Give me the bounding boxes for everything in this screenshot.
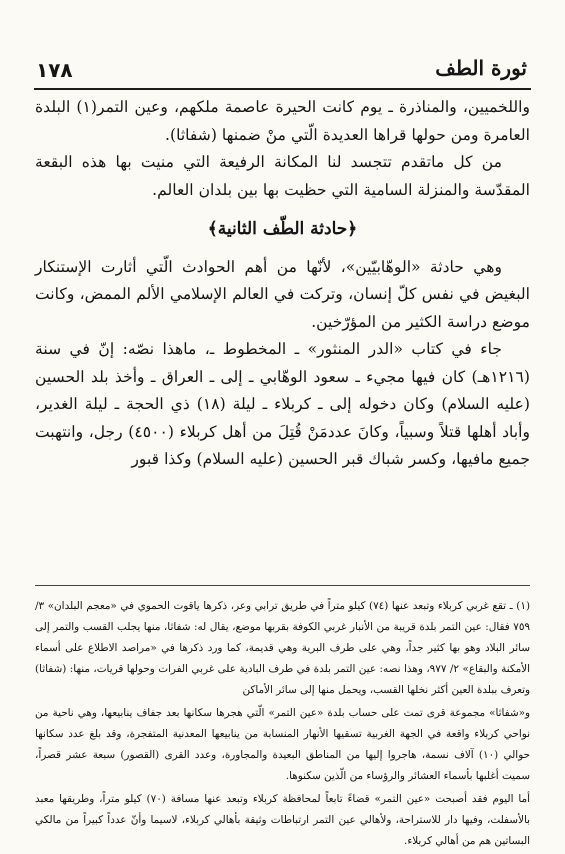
paragraph-3: وهي حادثة «الوهّابيّين»، لأنّها من أهم الحوادث الّتي أثارت الإستنكار البغيض في نفس كلّ إنسان، وتركت في العالم الإسلامي الألم الممض، وكانت موضع دراسة الكثير من المؤرّخين. [35,257,530,331]
running-title: ثورة الطف [435,56,527,80]
footnote-1: (١) ـ تقع غربي كربلاء وتبعد عنها (٧٤) كيلو متراً في طريق ترابي وعر، ذكرها ياقوت الحموي في «معجم البلدان» ٣/ ٧٥٩ فقال: عين التمر بلدة قريبة من الأنبار غربي الكوفة بقربها موضع، يقال له: شفاثا، منها يجلب القسب والتمر إلى سائر البلاد وهو بها كثير جداً، وهي على طرف البرية وهي قديمة، كما ورد ذكرها في «مراصد الاطلاع على أسماء الأمكنة والبقاع» ٢/ ٩٧٧، وهذا نصه: عين التمر بلدة في طرف البادية على غربي الفرات وحولها قريات، منها: (شفاثا) وتعرف ببلدة العين أكثر نخلها القسب، ويحمل منها إلى سائر الأماكن [35,600,530,696]
page-number: ١٧٨ [36,58,73,82]
paragraph-2: من كل ماتقدم تتجسد لنا المكانة الرفيعة التي منيت بها هذه البقعة المقدّسة والمنزلة السامية التي حظيت بها بين بلدان العالم. [35,153,530,199]
footnotes [35,596,530,854]
main-text [35,94,530,474]
paragraph-4: جاء في كتاب «الدر المنثور» ـ المخطوط ـ، ماهذا نصّه: إنّ في سنة (١٢١٦هـ) كان فيها مجيء ـ سعود الوهّابي ـ إلى ـ العراق ـ وأخذ بلد الحسين (عليه السلام) وكان دخوله إلى ـ كربلاء ـ ليلة (١٨) ذي الحجة ـ ليلة الغدير، وأباد أهلها قتلاً وسبياً، وكانَ عددمَنْ قُتِلَ من أهل كربلاء (٤٥٠٠) رجل، وانتهبت جميع مافيها، وكسر شباك قبر الحسين (عليه السلام) وكذا قبور [35,340,531,468]
footnote-2: و«شفاثا» مجموعة قرى تمت على حساب بلدة «عين التمر» الّتي هجرها سكانها بعد جفاف ينابيعها، وهي ناحية من نواحي كربلاء واقعة في الجهة الغربية تسقيها الأنهار المنسابة من ينابيعها المعدنية المتفجرة، وقد بلغ عدد سكانها حوالي (١٠) آلاف نسمة، هاجروا إليها من المناطق البعيدة والمجاورة، وعدد القرى (القصور) سبعة عشر قصراً، سميت أغلبها بأسماء العشائر والرؤساء من الّذين سكنوها. [35,707,531,782]
paragraph-1: واللخميين، والمناذرة ـ يوم كانت الحيرة عاصمة ملكهم، وعين التمر(١) البلدة العامرة ومن حولها قراها العديدة الّتي منْ ضمنها (شفاثا). [35,98,530,144]
footnote-divider [35,585,530,586]
footnote-3: أما اليوم فقد أصبحت «عين التمر» قضاءً تابعاً لمحافظة كربلاء وتبعد عنها مسافة (٧٠) كيلو متراً، وطريقها معبد بالأسفلت، وفيها دار للاستراحة، ولأهالي عين التمر ارتباطات وثيقة بأهالي كربلاء، لاسيما وأنّ عدداً كبيراً من مالكي البساتين هم من أهالي كربلاء. [35,793,531,847]
page-header [34,52,531,90]
section-heading: ﴿حادثة الطّف الثانية﴾ [207,219,358,239]
